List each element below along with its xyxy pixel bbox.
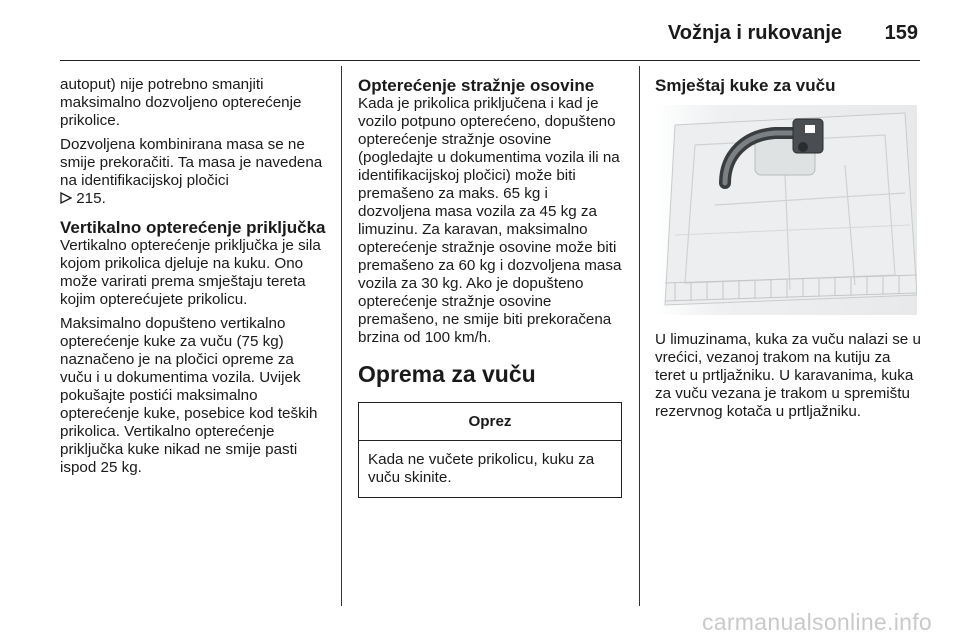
header-title: Vožnja i rukovanje [667, 22, 842, 44]
paragraph-text: Dozvoljena kombinirana masa se ne smije prekoračiti. Ta masa je navedena na identifikacijskoj pločici [60, 136, 323, 189]
column-3 [655, 76, 923, 427]
heading-vertical-load: Vertikalno opterećenje priključka [60, 218, 326, 237]
caution-box [358, 402, 622, 498]
paragraph: Maksimalno dopušteno vertikalno opterećenje kuke za vuču (75 kg) naznačeno je na pločici opreme za vuču i u dokumentima vozila. Uvijek pokušajte postići maksimalno opterećenje kuke, posebice kod teških prikolica. Vertikalno opterećenje priključka kuke nikad ne smije pasti ispod 25 kg. [60, 315, 318, 476]
page-number: 159 [884, 22, 918, 44]
towbar-illustration-svg [655, 105, 917, 315]
triangle-reference-icon [60, 192, 72, 204]
heading-towbar-storage: Smještaj kuke za vuču [655, 76, 836, 95]
caution-title: Oprez [359, 403, 621, 441]
towbar-in-trunk-illustration [655, 105, 917, 315]
column-1 [60, 76, 328, 483]
paragraph [60, 136, 328, 208]
paragraph: Kada je prikolica priključena i kad je vozilo potpuno opterećeno, dopušteno opterećenje stražnje osovine (pogledajte u dokumentima vozila ili na identifikacijskoj pločici) može biti premašeno za maks. 65 kg i dozvoljena masa vozila za 45 kg za limuzinu. Za karavan, maksimalno opterećenje stražnje osovine može biti premašeno za 60 kg i dozvoljena masa vozila za 30 kg. Ako je dopušteno opterećenje stražnje osovine premašeno, ne smije biti prekoračena brzina od 100 km/h. [358, 95, 622, 346]
heading-rear-axle-load: Opterećenje stražnje osovine [358, 76, 595, 95]
section-heading-towing-equipment: Oprema za vuču [358, 361, 536, 387]
column-2 [358, 76, 622, 498]
paragraph: autoput) nije potrebno smanjiti maksimalno dozvoljeno opterećenje prikolice. [60, 76, 302, 129]
caution-text: Kada ne vučete prikolicu, kuku za vuču skinite. [368, 451, 595, 486]
page-header [60, 16, 920, 61]
paragraph: Vertikalno opterećenje priključka je sila kojom prikolica djeluje na kuku. Ono može varirati prema smještaju tereta kojim opterećujete prikolicu. [60, 237, 321, 308]
column-divider [639, 66, 640, 606]
page-reference-link[interactable]: 215. [76, 190, 106, 207]
paragraph: U limuzinama, kuka za vuču nalazi se u vrećici, vezanoj trakom na kutiju za teret u prtljažniku. U karavanima, kuka za vuču vezana je trakom u spremištu rezervnog kotača u prtljažniku. [655, 331, 921, 420]
watermark: carmanualsonline.info [701, 609, 932, 635]
column-divider [341, 66, 342, 606]
